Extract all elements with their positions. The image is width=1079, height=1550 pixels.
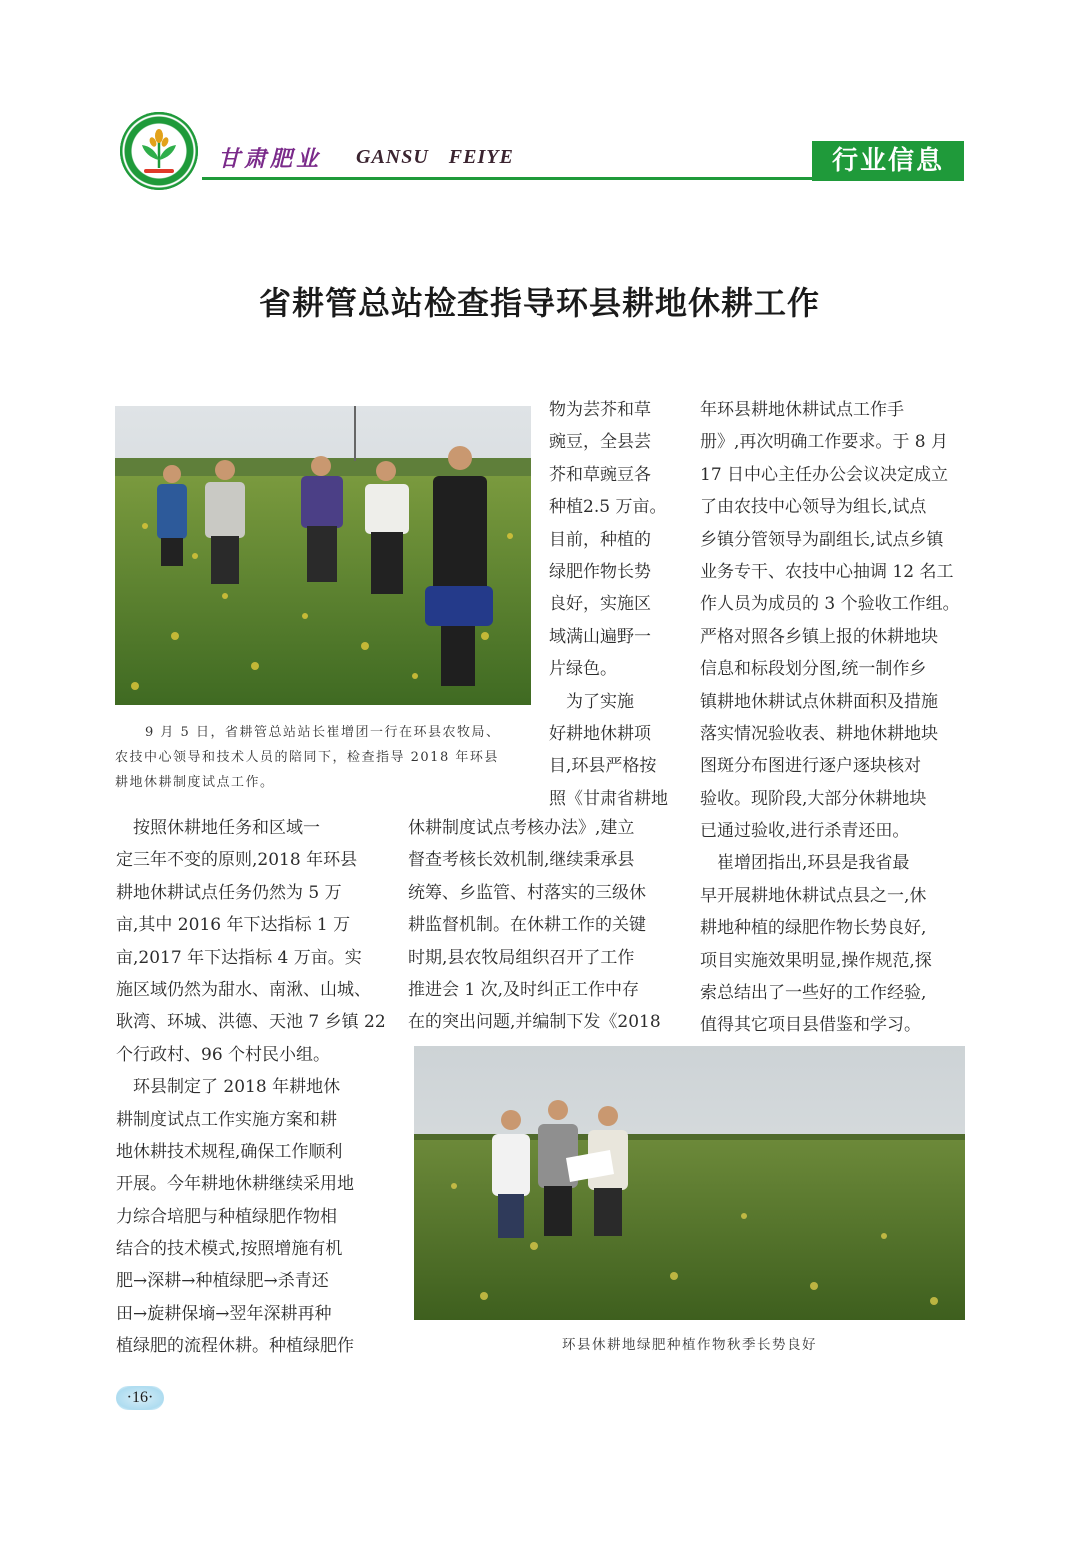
text-line: 乡镇分管领导为副组长,试点乡镇 xyxy=(700,529,944,550)
text-line: 项目实施效果明显,操作规范,探 xyxy=(700,950,932,971)
text-column-b xyxy=(700,394,960,1042)
text-line: 好耕地休耕项 xyxy=(549,723,651,744)
text-line: 力综合培肥与种植绿肥作物相 xyxy=(116,1206,337,1227)
text-line: 为了实施 xyxy=(549,691,634,712)
inspection-photo xyxy=(115,406,531,705)
text-line: 片绿色。 xyxy=(549,659,617,680)
text-line: 绿肥作物长势 xyxy=(549,561,651,582)
text-line: 业务专干、农技中心抽调 12 名工 xyxy=(700,561,954,582)
text-line: 17 日中心主任办公会议决定成立 xyxy=(700,464,949,485)
text-line: 休耕制度试点考核办法》,建立 xyxy=(408,818,635,838)
text-line: 时期,县农牧局组织召开了工作 xyxy=(408,947,635,968)
text-line: 环县制定了 2018 年耕地休 xyxy=(116,1077,341,1098)
text-line: 索总结出了一些好的工作经验, xyxy=(700,983,927,1004)
text-line: 目,环县严格按 xyxy=(549,756,657,777)
text-line: 地休耕技术规程,确保工作顺利 xyxy=(116,1141,343,1162)
text-line: 崔增团指出,环县是我省最 xyxy=(700,853,910,874)
caption-line: 耕地休耕制度试点工作。 xyxy=(115,775,275,790)
text-line: 统筹、乡监管、村落实的三级休 xyxy=(408,882,646,903)
text-line: 芥和草豌豆各 xyxy=(549,464,651,485)
text-line: 良好，实施区 xyxy=(549,594,651,615)
caption-line: 9 月 5 日，省耕管总站站长崔增团一行在环县农牧局、 xyxy=(145,725,501,740)
text-line: 作人员为成员的 3 个验收工作组。 xyxy=(700,594,960,615)
text-line: 定三年不变的原则,2018 年环县 xyxy=(116,850,358,871)
page-number: ·16· xyxy=(116,1386,164,1410)
text-line: 肥→深耕→种植绿肥→杀青还 xyxy=(116,1271,329,1292)
text-line: 值得其它项目县借鉴和学习。 xyxy=(700,1015,921,1036)
text-line: 结合的技术模式,按照增施有机 xyxy=(116,1239,343,1260)
text-line: 域满山遍野一 xyxy=(549,626,651,647)
text-line: 信息和标段划分图,统一制作乡 xyxy=(700,659,927,680)
field-photo xyxy=(414,1046,965,1320)
article-title: 省耕管总站检查指导环县耕地休耕工作 xyxy=(258,284,820,322)
text-line: 验收。现阶段,大部分休耕地块 xyxy=(700,788,927,809)
text-column-d xyxy=(408,812,661,1039)
text-line: 施区域仍然为甜水、南湫、山城、 xyxy=(116,979,371,1000)
text-line: 耕监督机制。在休耕工作的关键 xyxy=(408,915,646,936)
text-line: 田→旋耕保墒→翌年深耕再种 xyxy=(116,1303,332,1324)
text-line: 在的突出问题,并编制下发《2018 xyxy=(408,1012,661,1033)
text-line: 落实情况验收表、耕地休耕地块 xyxy=(700,723,938,744)
header-divider xyxy=(202,177,814,180)
text-line: 已通过验收,进行杀青还田。 xyxy=(700,821,910,842)
text-line: 植绿肥的流程休耕。种植绿肥作 xyxy=(116,1336,354,1357)
text-line: 督查考核长效机制,继续秉承县 xyxy=(408,850,635,871)
photo-caption-1 xyxy=(115,720,535,795)
text-line: 个行政村、96 个村民小组。 xyxy=(116,1044,331,1065)
text-line: 耿湾、环城、洪德、天池 7 乡镇 22 xyxy=(116,1012,386,1033)
text-line: 耕地休耕试点任务仍然为 5 万 xyxy=(116,882,342,903)
text-line: 照《甘肃省耕地 xyxy=(549,788,668,809)
text-line: 严格对照各乡镇上报的休耕地块 xyxy=(700,626,938,647)
text-line: 耕制度试点工作实施方案和耕 xyxy=(116,1109,337,1130)
text-line: 种植2.5 万亩。 xyxy=(549,497,667,518)
text-column-c xyxy=(116,812,386,1363)
text-line: 了由农技中心领导为组长,试点 xyxy=(700,497,927,518)
text-line: 目前，种植的 xyxy=(549,529,651,550)
brand-name-cn: 甘肃肥业 xyxy=(218,146,323,172)
wheat-seedling-icon xyxy=(120,112,198,190)
text-line: 图斑分布图进行逐户逐块核对 xyxy=(700,756,921,777)
text-line: 亩,2017 年下达指标 4 万亩。实 xyxy=(116,947,362,968)
association-logo xyxy=(120,112,198,190)
text-line: 亩,其中 2016 年下达指标 1 万 xyxy=(116,915,351,936)
text-line: 耕地种植的绿肥作物长势良好, xyxy=(700,918,927,939)
text-column-a xyxy=(549,394,668,815)
text-line: 豌豆，全县芸 xyxy=(549,432,651,453)
photo-caption-2: 环县休耕地绿肥种植作物秋季长势良好 xyxy=(562,1337,817,1353)
text-line: 推进会 1 次,及时纠正工作中存 xyxy=(408,979,640,1000)
text-line: 开展。今年耕地休耕继续采用地 xyxy=(116,1174,354,1195)
text-line: 册》,再次明确工作要求。于 8 月 xyxy=(700,432,949,453)
brand-name-en: GANSU FEIYE xyxy=(356,146,514,168)
caption-line: 农技中心领导和技术人员的陪同下，检查指导 2018 年环县 xyxy=(115,750,499,765)
text-line: 镇耕地休耕试点休耕面积及措施 xyxy=(700,691,938,712)
text-line: 物为芸芥和草 xyxy=(549,400,651,420)
text-line: 早开展耕地休耕试点县之一,休 xyxy=(700,885,927,906)
text-line: 按照休耕地任务和区域一 xyxy=(116,818,320,838)
section-tag: 行业信息 xyxy=(812,141,964,181)
text-line: 年环县耕地休耕试点工作手 xyxy=(700,400,904,420)
